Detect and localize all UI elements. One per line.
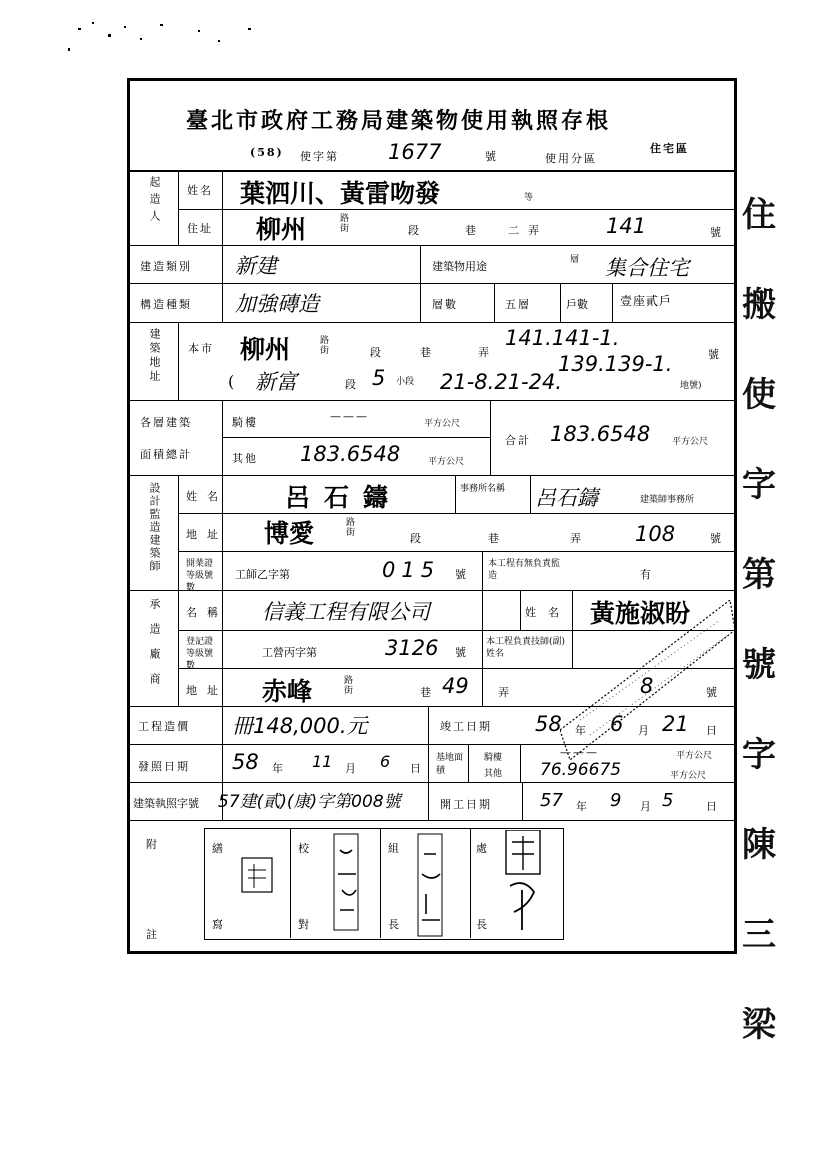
sig-col2-top: 校	[298, 842, 311, 855]
designer-license-label: 開業證等級號數	[186, 559, 214, 593]
start-day: 5	[662, 790, 674, 811]
margin-handwriting: 住搬使字第號字陳三梁	[742, 195, 776, 1045]
contractor-road: 赤峰	[262, 677, 313, 706]
households-value: 壹座貳戶	[620, 294, 673, 308]
designer-license-prefix: 工師乙字第	[235, 568, 290, 581]
build-type-label: 建造類別	[140, 260, 192, 273]
designer-number: 108	[635, 522, 676, 546]
diagonal-stamp	[560, 600, 735, 765]
site-numbers-top: 141.141-1.	[505, 326, 620, 350]
build-use-hint: 層	[570, 255, 580, 265]
owner-name-suffix: 等	[524, 193, 534, 203]
contractor-road-unit: 路街	[344, 676, 354, 696]
area-total-label: 合計	[505, 434, 531, 447]
sig-col4-top: 處	[476, 842, 489, 855]
use-zone-label: 使用分區	[545, 152, 597, 165]
start-yue: 月	[640, 800, 653, 813]
owner-addr-label: 住址	[187, 222, 213, 235]
owner-nong: 弄	[528, 224, 541, 237]
area-arcade-unit: 平方公尺	[424, 419, 461, 429]
shi-zi-di-label: 使字第	[300, 150, 339, 163]
scan-noise	[68, 18, 268, 58]
households-label: 戶數	[566, 298, 588, 311]
site-numbers-bottom: 139.139-1.	[558, 352, 673, 376]
area-total-value: 183.6548	[550, 422, 651, 446]
sig-col1-top: 繕	[212, 842, 225, 855]
contractor-section-label: 承造廠商	[148, 598, 161, 698]
designer-xiang: 巷	[488, 532, 501, 545]
issue-ri: 日	[410, 762, 423, 775]
done-month: 6	[610, 712, 624, 736]
area-other-label: 其他	[232, 452, 258, 465]
designer-license-no: 015	[382, 558, 441, 582]
site-lots: 21-8.21-24.	[440, 370, 563, 394]
designer-name: 呂石鑄	[285, 483, 403, 512]
designer-office-label: 事務所名稱	[460, 484, 506, 494]
done-ri: 日	[706, 724, 719, 737]
floors-label: 層數	[432, 298, 458, 311]
build-use-label: 建築物用途	[432, 260, 487, 273]
site-subduan-no: 5	[372, 366, 386, 390]
done-yue: 月	[638, 724, 651, 737]
owner-hao: 號	[710, 226, 723, 239]
struct-label: 構造種類	[140, 298, 192, 311]
start-nian: 年	[576, 800, 589, 813]
issue-yue: 月	[345, 762, 358, 775]
contractor-name-label: 名稱	[186, 606, 228, 619]
designer-road-unit: 路街	[346, 518, 356, 538]
issue-year: 58	[232, 750, 259, 774]
sig-col3-bottom: 長	[388, 918, 401, 931]
contractor-xiang: 巷	[420, 686, 433, 699]
start-year: 57	[540, 790, 563, 811]
issue-month: 11	[312, 752, 333, 771]
contractor-reg-hao: 號	[455, 646, 468, 659]
start-ri: 日	[706, 800, 719, 813]
contractor-hao: 號	[706, 686, 719, 699]
designer-supervise-label: 本工程有無負責監造	[488, 559, 561, 581]
designer-office-suffix: 建築師事務所	[640, 495, 695, 505]
form-title: 臺北市政府工務局建築物使用執照存根	[186, 108, 612, 134]
owner-lane: 二	[508, 224, 521, 237]
contractor-reg-prefix: 工營丙字第	[262, 646, 317, 659]
area-other-value: 183.6548	[300, 442, 401, 466]
area-section-bottom: 面積總計	[140, 448, 192, 461]
contractor-nong: 弄	[498, 686, 511, 699]
seal-stamps	[230, 830, 560, 945]
floors-value: 五層	[505, 298, 531, 311]
designer-section-label: 設計監造建築師	[148, 482, 161, 573]
designer-hao: 號	[710, 532, 723, 545]
permit-ref-value: 57建(貳)(康)字第008號	[218, 792, 401, 812]
done-nian: 年	[575, 724, 588, 737]
base-area-label: 基地面積	[436, 753, 464, 776]
start-month: 9	[610, 790, 622, 811]
base-arcade-label: 騎樓	[484, 753, 503, 763]
base-other-value: 76.96675	[540, 760, 622, 780]
done-label: 竣工日期	[440, 720, 492, 733]
contractor-addr-label: 地址	[186, 684, 228, 697]
sig-col2-bottom: 對	[298, 918, 311, 931]
owner-road-unit: 路街	[340, 214, 350, 234]
base-arcade-value: ———	[560, 746, 599, 759]
build-type-value: 新建	[235, 254, 277, 278]
cost-value: 冊148,000.元	[232, 714, 368, 738]
area-arcade-label: 騎樓	[232, 416, 258, 429]
owner-number: 141	[606, 214, 647, 238]
designer-name-label: 姓名	[186, 490, 228, 503]
designer-nong: 弄	[570, 532, 583, 545]
site-section-label: 建築地址	[148, 328, 161, 384]
cost-label: 工程造價	[138, 720, 190, 733]
contractor-reg-no: 3126	[385, 636, 439, 660]
area-section-top: 各層建築	[140, 416, 192, 429]
designer-addr-label: 地址	[186, 528, 228, 541]
owner-name-label: 姓名	[187, 184, 213, 197]
year-prefix: (58)	[250, 146, 284, 159]
site-hao: 號	[708, 348, 721, 361]
base-other-label: 其他	[484, 769, 503, 779]
contractor-engineer-label: 本工程負責技師(副)姓名	[486, 637, 566, 659]
contractor-person-label: 姓名	[525, 606, 571, 619]
contractor-person: 黃施淑盼	[590, 599, 691, 628]
issue-day: 6	[380, 752, 391, 771]
base-arcade-unit: 平方公尺	[676, 751, 713, 761]
owner-road: 柳州	[256, 215, 307, 244]
done-year: 58	[535, 712, 562, 736]
notes-label-top: 附	[146, 838, 159, 851]
area-arcade-value: ———	[330, 410, 369, 423]
sig-col1-bottom: 寫	[212, 918, 225, 931]
site-lot-open: (	[228, 372, 237, 391]
issue-nian: 年	[272, 762, 285, 775]
designer-license-hao: 號	[455, 568, 468, 581]
site-lot-close: 地號)	[680, 381, 702, 391]
hao-label: 號	[485, 150, 498, 163]
owner-xiang: 巷	[465, 224, 478, 237]
area-other-unit: 平方公尺	[428, 457, 465, 467]
site-xiang: 巷	[420, 346, 433, 359]
permit-number: 1677	[388, 140, 442, 164]
contractor-reg-label: 登記證等級號數	[186, 637, 214, 671]
base-other-unit: 平方公尺	[670, 771, 707, 781]
done-day: 21	[662, 712, 689, 736]
area-total-unit: 平方公尺	[672, 437, 709, 447]
start-label: 開工日期	[440, 798, 492, 811]
site-duan: 段	[370, 346, 383, 359]
contractor-xiang-no: 49	[442, 674, 469, 698]
site-nong: 弄	[478, 346, 491, 359]
build-use-value: 集合住宅	[605, 256, 689, 280]
site-district: 新富	[255, 370, 297, 394]
use-zone-value: 住宅區	[650, 142, 689, 155]
site-subduan-label: 小段	[396, 377, 415, 387]
contractor-name: 信義工程有限公司	[262, 600, 430, 624]
sig-col4-bottom: 長	[476, 918, 489, 931]
owner-duan: 段	[408, 224, 421, 237]
site-city: 本市	[188, 342, 214, 355]
owner-section-label: 起造人	[148, 176, 161, 227]
notes-label-bottom: 註	[146, 928, 159, 941]
struct-value: 加強磚造	[235, 292, 319, 316]
designer-office: 呂石鑄	[535, 486, 598, 510]
site-road-unit: 路街	[320, 336, 330, 356]
designer-supervise-value: 有	[640, 568, 653, 581]
site-road: 柳州	[240, 335, 291, 364]
contractor-number: 8	[640, 674, 654, 698]
owner-name: 葉泗川、黃雷吻發	[240, 179, 441, 208]
designer-duan: 段	[410, 532, 423, 545]
sig-col3-top: 組	[388, 842, 401, 855]
site-duan2: 段	[345, 378, 358, 391]
permit-ref-label: 建築執照字號	[133, 797, 199, 810]
issue-label: 發照日期	[138, 760, 190, 773]
designer-road: 博愛	[264, 519, 315, 548]
